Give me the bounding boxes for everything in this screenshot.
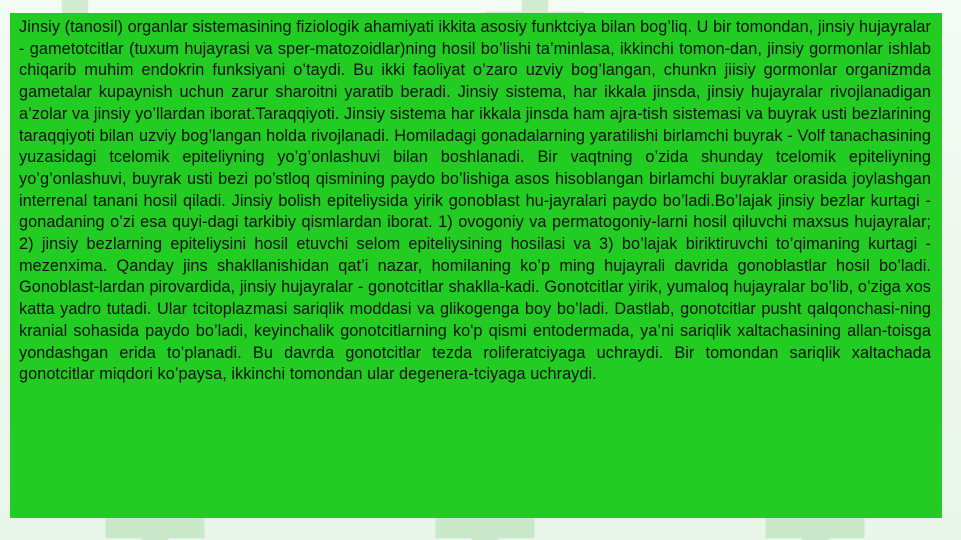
text-box [10, 13, 942, 518]
body-paragraph: Jinsiy (tanosil) organlar sistemasining fiziologik ahamiyati ikkita asosiy funktciya bilan bog’liq. U bir tomondan, jinsiy hujayralar - gametotcitlar (tuxum hujayrasi va sper-matozoidlar)ning hosil bo’lishi ta’minlasa, ikkinchi tomon-dan, jinsiy gormonlar ishlab chiqarib muhim endokrin funksiyani o’taydi. Bu ikki faoliyat o’zaro uzviy bog’langan, chunkn jiisiy gormonlar organizmda gametalar kupaynish uchun zarur sharoitni yaratib beradi. Jinsiy sistema, har ikkala jinsda, jinsiy hujayralar rivojlanadigan a’zolar va jinsiy yo’llardan iborat.Taraqqiyoti. Jinsiy sistema har ikkala jinsda ham ajra-tish sistemasi va buyrak usti bezlarining taraqqiyoti bilan uzviy bog’langan holda rivojlanadi. Homiladagi gonadalarning yaratilishi birlamchi buyrak - Volf tanachasining yuzasidagi tcelomik epiteliyning yo’g’onlashuvi bilan boshlanadi. Bir vaqtning o’zida shunday tcelomik epiteliyning yo’g’onlashuvi, buyrak usti bezi po’stloq qismining paydo bo’lishiga asos hisoblangan birlamchi buyraklar orasida joylashgan interrenal tanani hosil qiladi. Jinsiy bolish epiteliysida yirik gonoblast hu-jayralari paydo bo’ladi.Bo’lajak jinsiy bezlar kurtagi - gonadaning o’zi esa quyi-dagi tarkibiy qismlardan iborat. 1) ovogoniy va permatogoniy-larni hosil qiluvchi maxsus hujayralar; 2) jinsiy bezlarning epiteliysini hosil etuvchi selom epiteliysining hosilasi va 3) bo’lajak biriktiruvchi to’qimaning kurtagi - mezenxima. Qanday jins shakllanishidan qat’i nazar, homilaning ko’p ming hujayrali davrida gonoblastlar hosil bo’ladi. Gonoblast-lardan pirovardida, jinsiy hujayralar - gonotcitlar shaklla-kadi. Gonotcitlar yirik, yumaloq hujayralar bo’lib, o’ziga xos katta yadro tutadi. Ular tcitoplazmasi sariqlik moddasi va glikogenga boy bo’ladi. Dastlab, gonotcitlar pusht qalqonchasi-ning kranial sohasida paydo bo’ladi, keyinchalik gonotcitlarning ko'p qismi entodermada, ya’ni sariqlik xaltachasining allan-toisga yondashgan erida to’planadi. Bu davrda gonotcitlar tezda roliferatciyaga uchraydi. Bir tomondan sariqlik xaltachada gonotcitlar miqdori ko’paysa, ikkinchi tomondan ular degenera-tciyaga uchraydi. [19, 18, 931, 384]
